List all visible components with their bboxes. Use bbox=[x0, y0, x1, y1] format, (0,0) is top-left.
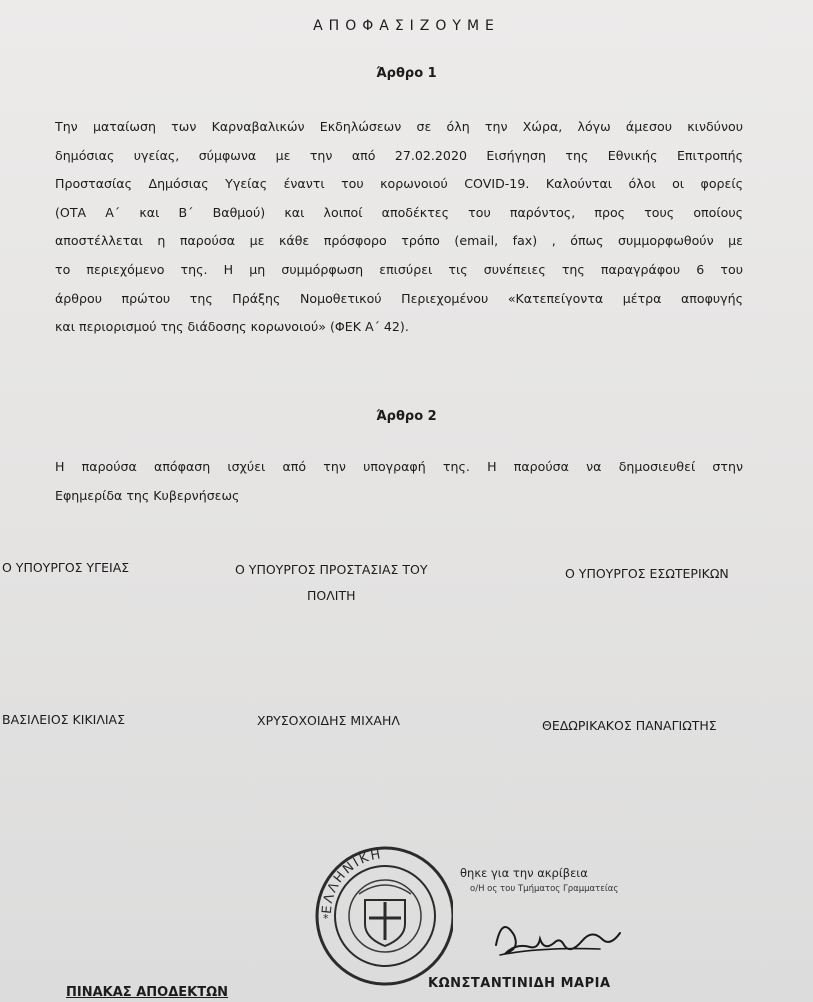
signatory-name-interior: ΘΕΔΩΡΙΚΑΚΟΣ ΠΑΝΑΓΙΩΤΗΣ bbox=[542, 718, 717, 733]
article-1-line: Προστασίας Δημόσιας Υγείας έναντι του κορωνοιού COVID-19. Καλούνται όλοι οι φορείς bbox=[55, 176, 743, 192]
article-1-line: και περιορισμού της διάδοσης κορωνοιού» (ΦΕΚ Α΄ 42). bbox=[55, 319, 409, 335]
article-1-line: (ΟΤΑ Α΄ και Β΄ Βαθμού) και λοιποί αποδέκτες του παρόντος, προς τους οποίους bbox=[55, 204, 743, 220]
decision-heading: ΑΠΟΦΑΣΙΖΟΥΜΕ bbox=[313, 18, 500, 34]
signatory-title-interior: Ο ΥΠΟΥΡΓΟΣ ΕΣΩΤΕΡΙΚΩΝ bbox=[565, 566, 729, 581]
article-2-title: Άρθρο 2 bbox=[376, 409, 437, 424]
article-1-line: δημόσιας υγείας, σύμφωνα με την από 27.02.2020 Εισήγηση της Εθνικής Επιτροπής bbox=[55, 147, 743, 163]
article-2-line: Εφημερίδα της Κυβερνήσεως bbox=[55, 487, 240, 503]
stamp-text: ΕΛΛΗΝΙΚΗ bbox=[319, 847, 384, 915]
signatory-title-citizen-protection-cont: ΠΟΛΙΤΗ bbox=[307, 588, 356, 603]
handwritten-signature bbox=[490, 905, 630, 965]
article-1-line: αποστέλλεται η παρούσα με κάθε πρόσφορο τρόπο (email, fax) , όπως συμμορφωθούν με bbox=[55, 233, 743, 249]
article-2-line: Η παρούσα απόφαση ισχύει από την υπογραφή της. Η παρούσα να δημοσιευθεί στην bbox=[55, 459, 743, 474]
signatory-title-health: Ο ΥΠΟΥΡΓΟΣ ΥΓΕΙΑΣ bbox=[2, 560, 130, 575]
signatory-title-citizen-protection: Ο ΥΠΟΥΡΓΟΣ ΠΡΟΣΤΑΣΙΑΣ ΤΟΥ bbox=[235, 562, 428, 577]
signatory-name-health: ΒΑΣΙΛΕΙΟΣ ΚΙΚΙΛΙΑΣ bbox=[2, 712, 126, 727]
article-1-line: το περιεχόμενο της. Η μη συμμόρφωση επισύρει τις συνέπειες της παραγράφου 6 του bbox=[55, 261, 743, 277]
signatory-name-citizen-protection: ΧΡΥΣΟΧΟΙΔΗΣ ΜΙΧΑΗΛ bbox=[257, 713, 400, 728]
article-1-line: Την ματαίωση των Καρναβαλικών Εκδηλώσεων σε όλη την Χώρα, λόγω άμεσου κινδύνου bbox=[55, 119, 743, 134]
article-1-line: άρθρου πρώτου της Πράξης Νομοθετικού Περιεχομένου «Κατεπείγοντα μέτρα αποφυγής bbox=[55, 290, 743, 306]
recipients-heading: ΠΙΝΑΚΑΣ ΑΠΟΔΕΚΤΩΝ bbox=[66, 985, 229, 1000]
certification-subtext: ο/Η ος του Τμήματος Γραμματείας bbox=[470, 884, 619, 894]
certifier-name: ΚΩΝΣΤΑΝΤΙΝΙΔΗ ΜΑΡΙΑ bbox=[428, 976, 611, 991]
article-1-body bbox=[55, 113, 743, 342]
article-2-body bbox=[55, 453, 743, 510]
certification-text: θηκε για την ακρίβεια bbox=[460, 866, 588, 880]
article-1-title: Άρθρο 1 bbox=[376, 66, 437, 81]
svg-text:*: * bbox=[323, 912, 329, 925]
